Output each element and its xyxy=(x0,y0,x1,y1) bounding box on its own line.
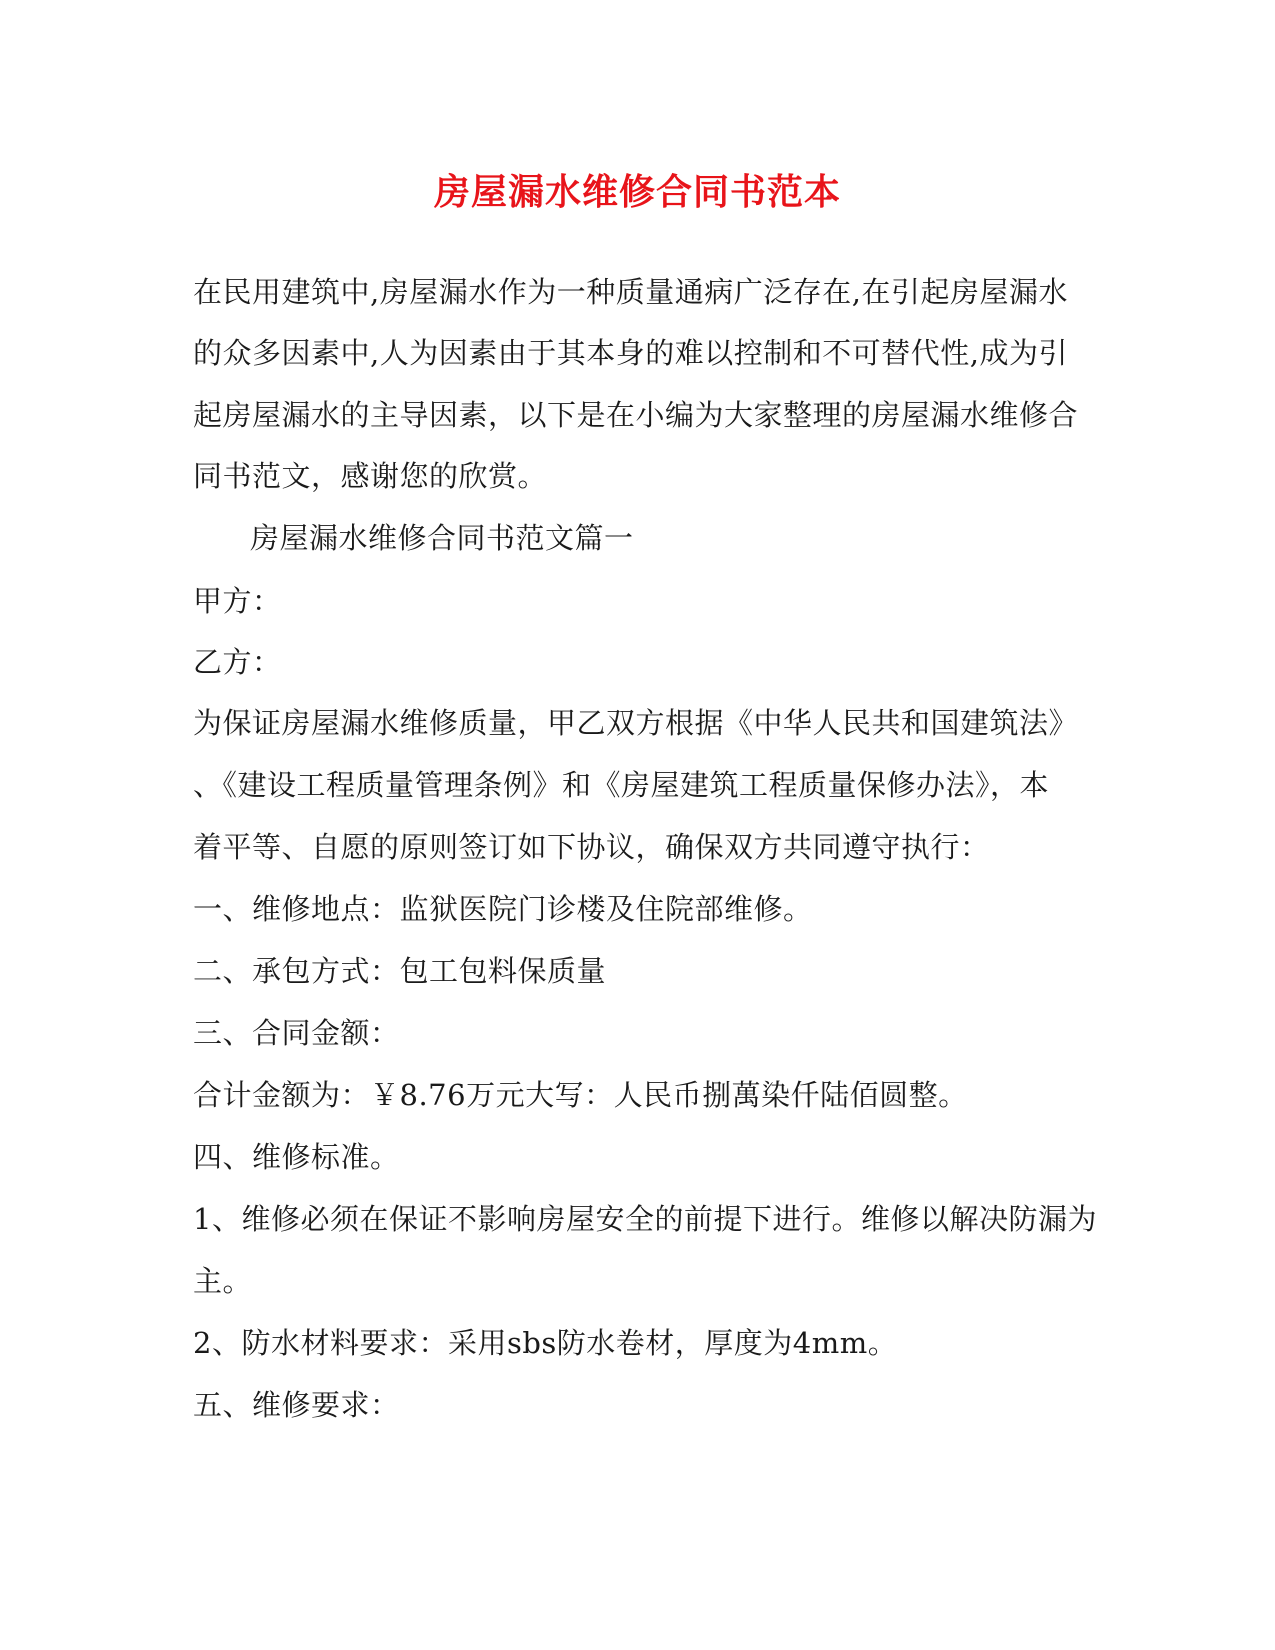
clause-3: 三、合同金额： xyxy=(193,1016,400,1050)
preamble-line-2: 、《建设工程质量管理条例》和《房屋建筑工程质量保修办法》，本 xyxy=(193,768,1050,802)
clause-5: 五、维修要求： xyxy=(193,1388,400,1422)
preamble-line-3: 着平等、自愿的原则签订如下协议，确保双方共同遵守执行： xyxy=(193,830,990,864)
intro-line-1: 在民用建筑中,房屋漏水作为一种质量通病广泛存在,在引起房屋漏水 xyxy=(193,275,1068,309)
standard-2: 2、防水材料要求：采用sbs防水卷材，厚度为4mm。 xyxy=(193,1326,898,1360)
party-b-label: 乙方： xyxy=(193,645,282,679)
standard-1-line-2: 主。 xyxy=(193,1264,253,1298)
clause-1: 一、维修地点：监狱医院门诊楼及住院部维修。 xyxy=(193,892,813,926)
section-heading: 房屋漏水维修合同书范文篇一 xyxy=(250,521,634,555)
intro-line-4: 同书范文，感谢您的欣赏。 xyxy=(193,459,548,493)
clause-4: 四、维修标准。 xyxy=(193,1140,400,1174)
party-a-label: 甲方： xyxy=(193,584,282,618)
amount-line: 合计金额为：￥8.76万元大写：人民币捌萬染仟陆佰圆整。 xyxy=(193,1078,968,1112)
intro-line-2: 的众多因素中,人为因素由于其本身的难以控制和不可替代性,成为引 xyxy=(193,336,1068,370)
intro-line-3: 起房屋漏水的主导因素，以下是在小编为大家整理的房屋漏水维修合 xyxy=(193,398,1079,432)
standard-1-line-1: 1、维修必须在保证不影响房屋安全的前提下进行。维修以解决防漏为 xyxy=(193,1202,1097,1236)
preamble-line-1: 为保证房屋漏水维修质量，甲乙双方根据《中华人民共和国建筑法》 xyxy=(193,706,1079,740)
document-title: 房屋漏水维修合同书范本 xyxy=(433,171,841,213)
clause-2: 二、承包方式：包工包料保质量 xyxy=(193,954,607,988)
